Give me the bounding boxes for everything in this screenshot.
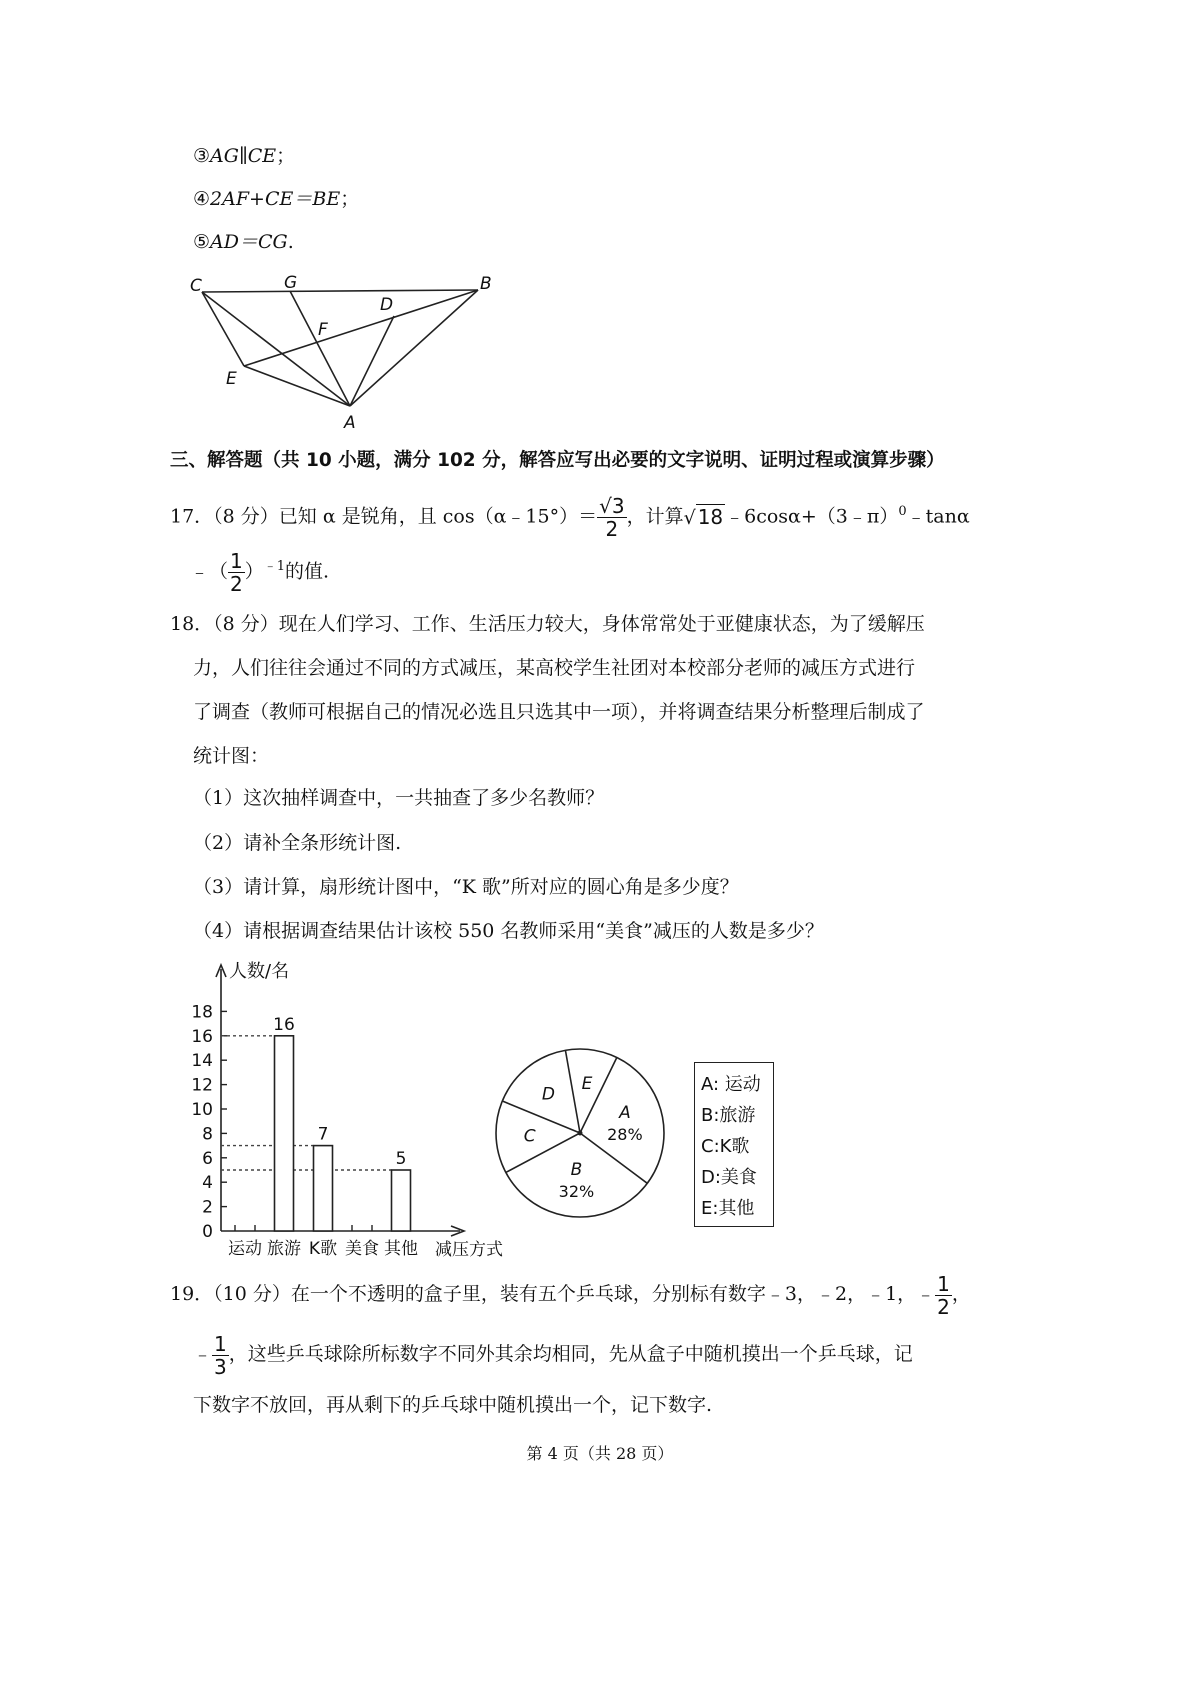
fraction-1-2: $\frac{1}{2}$ <box>937 1271 950 1319</box>
label-G: G <box>284 273 298 293</box>
bar-data-label: 5 <box>395 1149 407 1169</box>
question-19-line-1: 19．（10 分）在一个不透明的盒子里，装有五个乒乓球，分别标有数字﹣3，﹣2，﹣1，﹣ $\frac{1}{2}$ ， <box>170 1271 971 1319</box>
fraction-sqrt3-over-2: $\frac{√3}{2}$ <box>599 493 625 541</box>
question-19-line-2: ﹣ $\frac{1}{3}$ ，这些乒乓球除所标数字不同外其余均相同，先从盒子中随机摸出一个乒乓球，记 <box>193 1331 913 1379</box>
bar-ytick-label: 18 <box>191 1002 213 1023</box>
pie-label-A: A <box>619 1103 631 1124</box>
bar-data-label: 7 <box>317 1124 329 1145</box>
question-18-line-3: 了调查（教师可根据自己的情况必选且只选其中一项），并将调查结果分析整理后制成了 <box>193 701 925 723</box>
bar-ytick-label: 8 <box>202 1124 213 1145</box>
bar-ytick-label: 0 <box>202 1222 213 1242</box>
fraction-1-3: $\frac{1}{3}$ <box>214 1331 227 1379</box>
bar-category-label: 美食 <box>345 1239 379 1259</box>
bar-category-label: 其他 <box>384 1239 418 1259</box>
pie-label-B: B <box>570 1160 583 1181</box>
pie-label-E: E <box>581 1074 593 1095</box>
pie-pct-A: 28% <box>607 1125 643 1145</box>
question-18-sub-3: （3）请计算，扇形统计图中，“K 歌”所对应的圆心角是多少度？ <box>193 876 739 898</box>
pie-legend <box>694 1062 774 1227</box>
bar-ytick-label: 4 <box>202 1173 213 1194</box>
question-18-line-4: 统计图： <box>193 745 270 767</box>
label-F: F <box>318 320 328 340</box>
label-E: E <box>226 369 237 389</box>
legend-item-b: B:旅游 <box>701 1105 756 1126</box>
pie-pct-B: 32% <box>558 1182 595 1202</box>
question-18-sub-1: （1）这次抽样调查中，一共抽查了多少名教师？ <box>193 787 605 809</box>
page-footer: 第 4 页（共 28 页） <box>526 1444 674 1463</box>
label-D: D <box>380 295 394 315</box>
bar-K歌 <box>314 1146 333 1231</box>
bar-ylabel: 人数/名 <box>229 961 290 982</box>
legend-item-d: D:美食 <box>701 1167 757 1188</box>
section-3-heading: 三、解答题（共 10 小题，满分 102 分，解答应写出必要的文字说明、证明过程或演算步骤） <box>170 450 945 471</box>
sqrt-18: √ 18 <box>683 504 724 529</box>
bar-category-label: 运动 <box>228 1239 262 1259</box>
question-18-line-1: 18．（8 分）现在人们学习、工作、生活压力较大，身体常常处于亚健康状态，为了缓解压 <box>170 613 925 635</box>
question-18-sub-2: （2）请补全条形统计图. <box>193 832 402 854</box>
bar-其他 <box>392 1170 411 1231</box>
bar-ytick-label: 12 <box>191 1075 213 1096</box>
label-C: C <box>190 276 202 296</box>
statement-5: ⑤AD＝CG. <box>193 231 294 253</box>
bar-ytick-label: 2 <box>202 1197 213 1218</box>
bar-category-label: K歌 <box>308 1239 338 1259</box>
bar-ytick-label: 14 <box>191 1051 213 1072</box>
question-18-line-2: 力，人们往往会通过不同的方式减压，某高校学生社团对本校部分老师的减压方式进行 <box>193 657 916 679</box>
bar-旅游 <box>275 1036 294 1231</box>
bar-xlabel: 减压方式 <box>435 1240 503 1260</box>
question-18-sub-4: （4）请根据调查结果估计该校 550 名教师采用“美食”减压的人数是多少？ <box>193 920 824 942</box>
pie-label-C: C <box>523 1126 536 1147</box>
geometry-figure <box>180 268 520 438</box>
pie-center <box>578 1131 583 1136</box>
legend-item-e: E:其他 <box>701 1198 755 1219</box>
legend-item-c: C:K歌 <box>701 1136 750 1157</box>
pie-label-D: D <box>541 1084 555 1105</box>
bar-ytick-label: 6 <box>202 1148 213 1169</box>
bar-data-label: 16 <box>273 1014 295 1035</box>
pie-chart <box>490 1045 680 1225</box>
bar-chart <box>185 955 525 1260</box>
label-A: A <box>344 413 356 433</box>
question-19-line-3: 下数字不放回，再从剩下的乒乓球中随机摸出一个，记下数字. <box>193 1394 713 1416</box>
label-B: B <box>480 274 492 294</box>
bar-ytick-label: 10 <box>191 1100 213 1120</box>
statement-4: ④2AF+CE＝BE； <box>193 188 360 210</box>
question-17-line-1: 17．（8 分）已知 α 是锐角，且 cos（α﹣15°）＝ $\frac{√3}{2}$ ，计算√ 18 ﹣6cosα+（3﹣π）$^0$﹣tanα <box>170 493 970 541</box>
legend-item-a: A: 运动 <box>701 1074 761 1095</box>
statement-3: ③AG∥CE； <box>193 145 296 167</box>
fraction-half: $\frac{1}{2}$ <box>230 548 243 596</box>
bar-category-label: 旅游 <box>267 1239 301 1259</box>
bar-ytick-label: 16 <box>191 1026 213 1047</box>
question-17-line-2: ﹣（ $\frac{1}{2}$ ）$^{﹣1}$的值. <box>190 548 330 596</box>
